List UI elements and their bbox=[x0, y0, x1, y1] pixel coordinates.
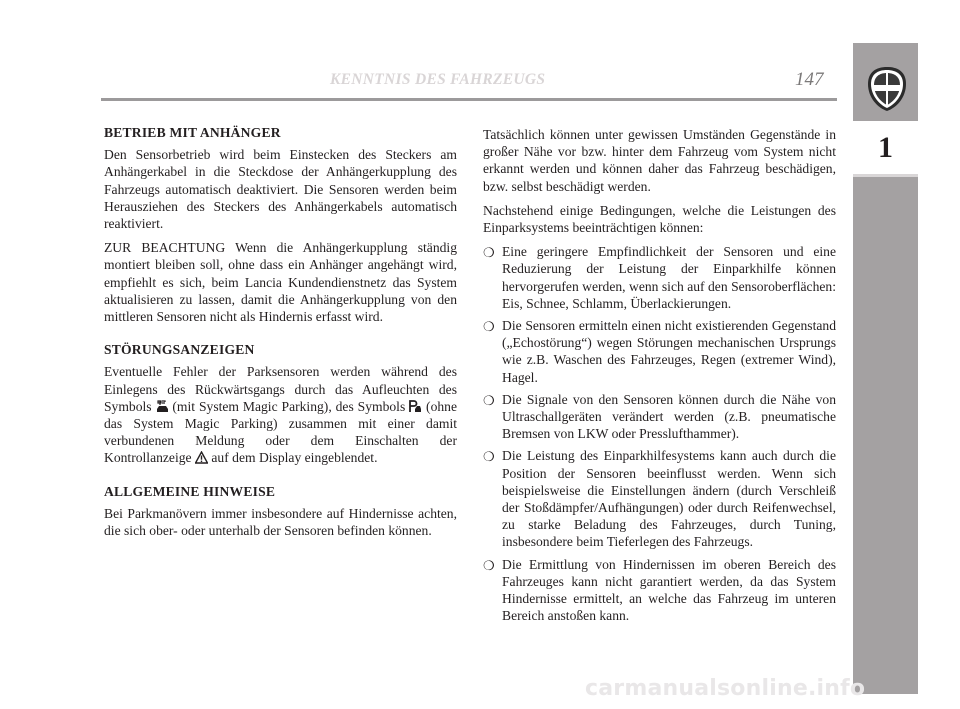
faults-text-3: (ohne das System Magic Parking) zusammen mit einer damit verbundenen Meldung oder dem Einschalten der Kontrollanzeige bbox=[104, 398, 457, 466]
chapter-number: 1 bbox=[853, 121, 918, 174]
conditions-list bbox=[483, 243, 836, 624]
right-column bbox=[483, 126, 836, 629]
bullet-circle-icon: ❍ bbox=[483, 319, 495, 335]
paragraph-intro: Tatsächlich können unter gewissen Umständen Gegenstände in großer Nähe vor bzw. hinter dem Fahrzeug vom System nicht erkannt werden und können daher das Fahrzeug beschädigen, bzw. selbst beschädigt werden. bbox=[483, 127, 836, 194]
paragraph-trailer-note: ZUR BEACHTUNG Wenn die Anhängerkupplung ständig montiert bleiben soll, ohne dass ein Anhänger angehängt wird, empfiehlt es sich, beim Lancia Kundendienstnetz das System aktualisieren zu lassen, damit die Anhängerkupplung von den mittleren Sensoren nicht als Hindernis erfasst wird. bbox=[104, 240, 457, 325]
faults-text-4: auf dem Display eingeblendet. bbox=[211, 450, 378, 466]
parking-sensor-icon bbox=[409, 400, 422, 413]
list-item: ❍ Die Leistung des Einparkhilfesystems kann auch durch die Position der Sensoren beeinflusst werden. Wenn sich beispielsweise die Einstellungen ändern (durch Verschleiß der Stoßdämpfer/Aufhängungen) oder durch Reifenwechsel, zu starke Beladung des Fahrzeuges, durch Tuning, insbesondere beim Tieferlegen des Fahrzeugs. bbox=[483, 448, 836, 550]
bullet-circle-icon: ❍ bbox=[483, 392, 495, 408]
lancia-logo-icon bbox=[866, 66, 908, 112]
list-item: ❍ Die Sensoren ermitteln einen nicht existierenden Gegenstand („Echostörung“) wegen Störungen mechanischen Ursprungs wie z.B. Waschen des Fahrzeuges, Regen (extremer Wind), Hagel. bbox=[483, 318, 836, 385]
bullet-circle-icon: ❍ bbox=[483, 449, 495, 465]
left-column bbox=[104, 124, 457, 546]
magic-parking-icon bbox=[156, 400, 169, 413]
faults-text-2: (mit System Magic Parking), des Symbols bbox=[172, 398, 406, 414]
paragraph-conditions: Nachstehend einige Bedingungen, welche die Leistungen des Einparksystems beeinträchtigen können: bbox=[483, 202, 836, 236]
list-item: ❍ Die Signale von den Sensoren können durch die Nähe von Ultraschallgeräten verändert werden (z.B. pneumatische Bremsen von LKW oder Presslufthammer). bbox=[483, 391, 836, 442]
running-title: KENNTNIS DES FAHRZEUGS bbox=[330, 71, 546, 88]
header-rule bbox=[101, 98, 837, 101]
section-heading-trailer: BETRIEB MIT ANHÄNGER bbox=[104, 125, 281, 140]
section-heading-general: ALLGEMEINE HINWEISE bbox=[104, 483, 276, 499]
paragraph-trailer-operation: Den Sensorbetrieb wird beim Einstecken des Steckers am Anhängerkabel in die Steckdose der Anhängerkupplung des Fahrzeugs automatisch deaktiviert. Die Sensoren werden beim Herausziehen des Steckers des Anhängerkabels automatisch reaktiviert. bbox=[104, 147, 457, 232]
watermark: carmanualsonline.info bbox=[585, 676, 866, 701]
tab-divider bbox=[853, 174, 918, 177]
list-item: ❍ Eine geringere Empfindlichkeit der Sensoren und eine Reduzierung der Leistung der Einparkhilfe können hervorgerufen werden, wenn sich auf den Sensoroberflächen: Eis, Schnee, Schlamm, Überlackierungen. bbox=[483, 244, 836, 311]
paragraph-general: Bei Parkmanövern immer insbesondere auf Hindernisse achten, die sich ober- oder unterhalb der Sensoren befinden können. bbox=[104, 505, 457, 539]
faults-text-1: Eventuelle Fehler der Parksensoren werden während des Einlegens des Rückwärtsgangs durch das Aufleuchten des Symbols bbox=[104, 364, 457, 414]
section-heading-faults: STÖRUNGSANZEIGEN bbox=[104, 342, 255, 358]
bullet-circle-icon: ❍ bbox=[483, 557, 495, 573]
list-item: ❍ Die Ermittlung von Hindernissen im oberen Bereich des Fahrzeuges kann nicht garantiert werden, da das System Hindernisse ermittelt, an welche das Fahrzeug im unteren Bereich anstoßen kann. bbox=[483, 556, 836, 624]
bullet-circle-icon: ❍ bbox=[483, 245, 495, 261]
warning-triangle-icon bbox=[195, 451, 208, 464]
page-number: 147 bbox=[795, 69, 824, 90]
paragraph-faults bbox=[104, 363, 457, 466]
page-header bbox=[0, 0, 960, 100]
